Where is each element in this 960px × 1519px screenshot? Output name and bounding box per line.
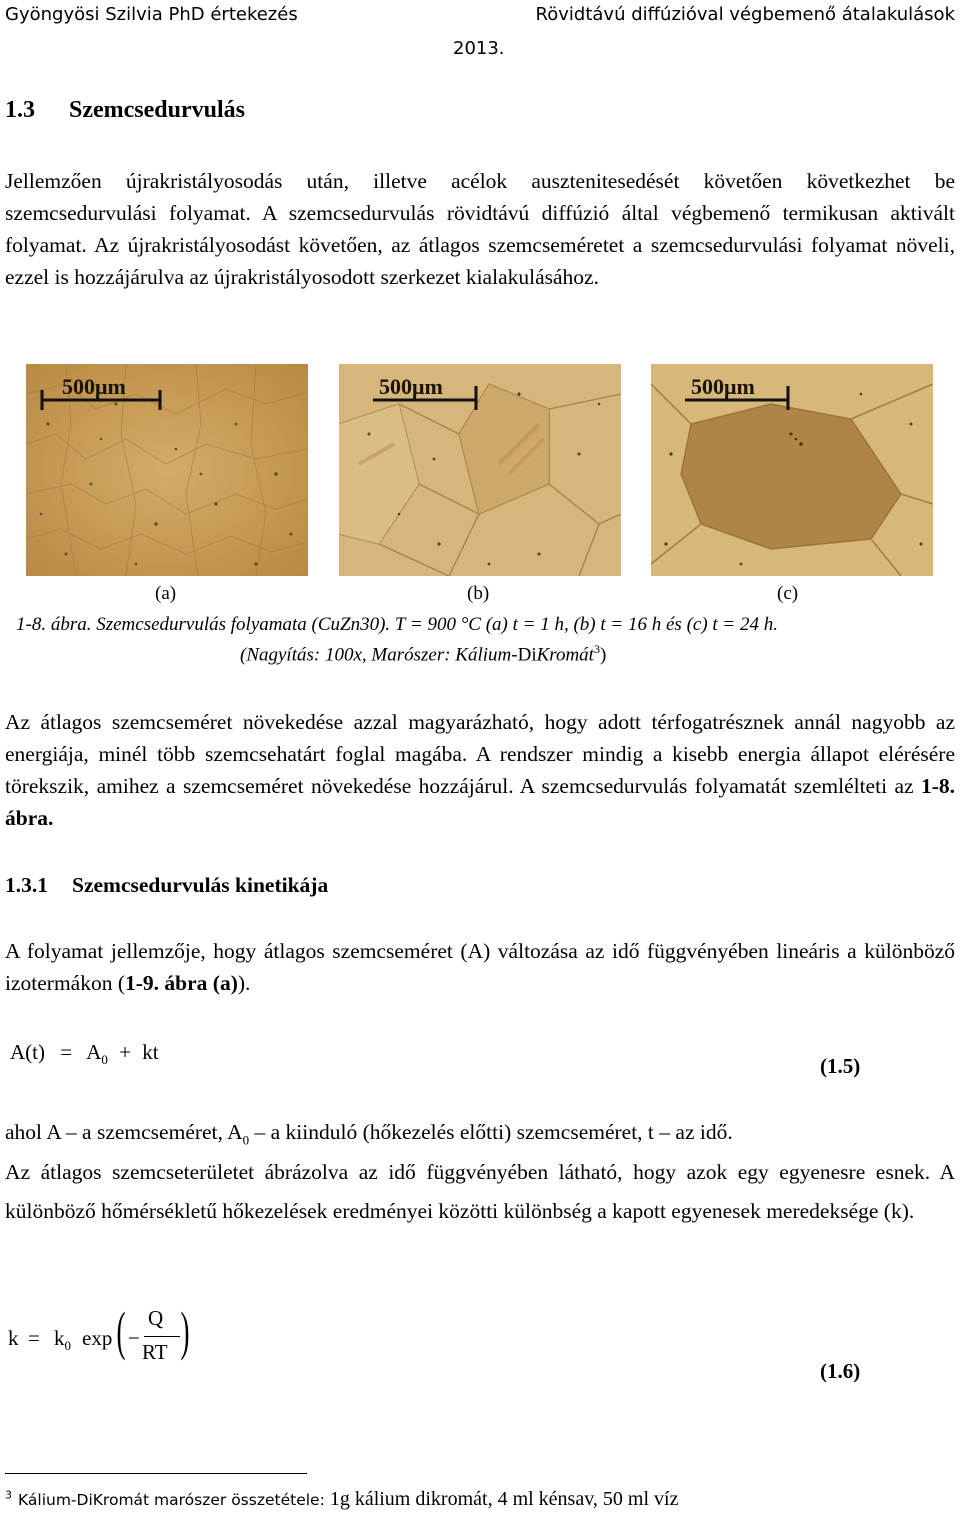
figure-caption-line1: 1-8. ábra. Szemcsedurvulás folyamata (CuZn30). T = 900 °C (a) t = 1 h, (b) t = 16 h és (c) t = 24 h. [16,614,779,635]
eq2-exp: exp [82,1326,113,1350]
footnote-serif-part: 1g kálium dikromát, 4 ml kénsav, 50 ml víz [324,1488,679,1510]
footnote-ref: 3 [593,642,600,656]
eq2-numerator: Q [148,1306,164,1330]
where-rest: – a kiinduló (hőkezelés előtti) szemcseméret, t – az idő. [249,1120,733,1144]
panel-label-a: (a) [155,583,177,604]
scale-label-a: 500μm [62,374,126,399]
caption-part-pre: (Nagyítás: 100x, Marószer: Kálium- [240,644,518,666]
eq1-lhs: A(t) [10,1040,45,1064]
caption-part-kromat: Kromát [536,644,594,666]
equation-number-1-6: (1.6) [820,1359,861,1383]
paragraph-slopes [5,1153,955,1231]
section-title: Szemcsedurvulás [69,97,245,123]
caption-part-close: ) [599,644,607,666]
paragraph-kinetics [5,935,955,999]
paragraph-kinetics-text: A folyamat jellemzője, hogy átlagos szemcseméret (A) változása az idő függvényében lineáris a különböző izotermákon ( [5,939,955,995]
eq2-equals: = [28,1326,40,1350]
paragraph-intro-text: Jellemzően újrakristályosodás után, illetve acélok ausztenitesedését követően következhet be szemcsedurvulási folyamat. A szemcsedurvulás rövidtávú diffúzió által végbemenő termikusan aktivált folyamat. Az újrakristályosodást követően, az átlagos szemcseméretet a szemcsedurvulási folyamat növeli, ezzel is hozzájárulva az újrakristályosodott szerkezet kialakulásához. [5,169,955,289]
paragraph-kinetics-end: ). [237,971,251,995]
header-left: Gyöngyösi Szilvia PhD értekezés [5,4,298,25]
paragraph-explanation-text: Az átlagos szemcseméret növekedése azzal magyarázható, hogy adott térfogatrésznek annál nagyobb az energiája, minél több szemcsehatárt foglal magába. A rendszer mindig a kisebb energia állapot elérésére törekszik, amihez a szemcseméret növekedése hozzájárul. A szemcsedurvulás folyamatát szemlélteti az [5,710,955,798]
eq2-denominator: RT [142,1340,168,1364]
section-number: 1.3 [5,97,35,123]
paragraph-slopes-text: Az átlagos szemcseterületet ábrázolva az idő függvényében látható, hogy azok egy egyenesre esnek. A különböző hőmérsékletű hőkezelések eredményei közötti különbség a kapott egyenesek meredeksége (k). [5,1160,955,1223]
caption-part-di: Di [517,644,537,666]
panel-label-c: (c) [777,583,799,604]
footnote-rule [5,1473,307,1474]
eq2-minus: − [128,1326,140,1350]
header-year: 2013. [453,38,505,59]
figure-ref-1-8[interactable]: 1-8. ábra. [5,774,955,830]
eq1-equals: = [60,1040,73,1064]
micrograph-c [651,364,933,576]
where-sub: 0 [242,1132,250,1148]
subsection-heading [5,873,328,898]
equation-1-5 [10,1040,159,1068]
subsection-title: Szemcsedurvulás kinetikája [72,873,329,897]
paragraph-intro [5,165,955,293]
header-right: Rövidtávú diffúzióval végbemenő átalakulások [535,4,955,25]
eq1-plus: + [119,1040,131,1064]
eq2-fraction-bar [144,1336,180,1337]
footnote-sans-part: Kálium-DiKromát marószer összetétele: [18,1491,325,1509]
footnote-mark: 3 [5,1488,12,1502]
where-line [5,1116,955,1156]
eq2-paren-left: ( [116,1301,126,1361]
scale-label-c: 500μm [691,374,755,399]
section-heading [5,97,245,124]
panel-label-b: (b) [467,583,490,604]
scale-label-b: 500μm [379,374,443,399]
footnote [5,1488,678,1511]
equation-number-1-5: (1.5) [820,1054,861,1078]
paragraph-explanation [5,706,955,834]
micrograph-a [26,364,308,576]
eq2-paren-right: ) [180,1301,190,1361]
figure-ref-1-9a[interactable]: 1-9. ábra (a) [125,971,238,995]
subsection-number: 1.3.1 [5,873,48,897]
figure-caption-line2 [240,642,606,666]
eq1-kt: kt [142,1040,159,1064]
micrograph-b [339,364,621,576]
eq1-a0: $A_0$ [86,1040,108,1068]
eq2-k: k [8,1326,19,1350]
eq2-k0: $k_0$ [54,1326,71,1354]
where-text: ahol A – a szemcseméret, A [5,1120,243,1144]
